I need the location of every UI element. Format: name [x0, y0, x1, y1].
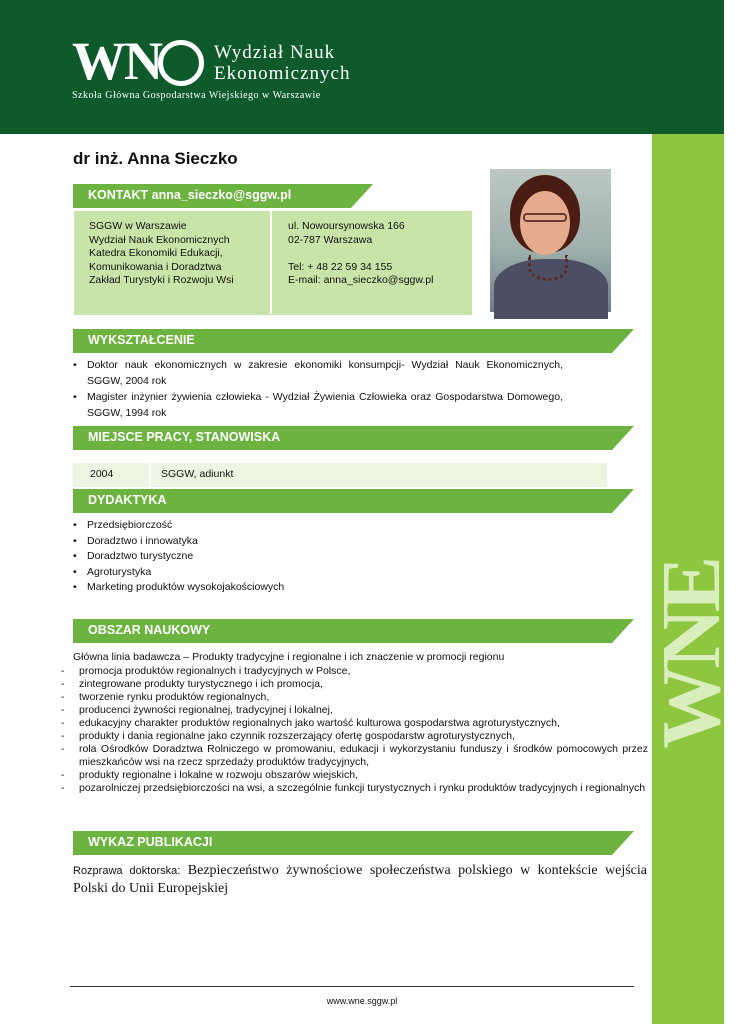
faculty-title-line1: Wydział Nauk	[214, 42, 336, 63]
faculty-title-line2: Ekonomicznych	[214, 63, 351, 84]
contact-line: 02-787 Warszawa	[288, 233, 373, 246]
wne-logo: WN	[72, 31, 161, 91]
photo-glasses	[523, 213, 567, 222]
cell-divider	[149, 463, 151, 487]
contact-line: Komunikowania i Doradztwa	[89, 260, 222, 273]
list-item: - produkty i dania regionalne jako czynnik rozszerzający ofertę gospodarstw agroturystycznych,	[58, 730, 648, 743]
list-item: • Doradztwo turystyczne	[73, 549, 284, 565]
contact-address-left	[89, 220, 234, 288]
work-heading: MIEJSCE PRACY, STANOWISKA	[88, 430, 281, 444]
list-item: • Magister inżynier żywienia człowieka - Wydział Żywienia Człowieka oraz Gospodarstwa Domowego, SGGW, 1994 rok	[73, 390, 563, 421]
list-item: • Marketing produktów wysokojakościowych	[73, 580, 284, 596]
list-item: - pozarolniczej przedsiębiorczości na wsi, a szczególnie funkcji turystycznych i rynku produktów tradycyjnych i regionalnych	[58, 782, 648, 795]
contact-address-right	[288, 220, 433, 288]
list-item: • Doradztwo i innowatyka	[73, 534, 284, 550]
footer-divider	[70, 986, 634, 987]
teaching-list	[73, 518, 284, 596]
work-year: 2004	[90, 468, 114, 480]
contact-line	[288, 247, 433, 261]
teaching-heading: DYDAKTYKA	[88, 493, 167, 507]
list-item: • Przedsiębiorczość	[73, 518, 284, 534]
table-row	[73, 463, 607, 487]
contact-heading: KONTAKT anna_sieczko@sggw.pl	[88, 188, 292, 202]
logo-emblem-icon	[158, 40, 204, 86]
contact-line: SGGW w Warszawie	[89, 220, 187, 232]
list-item: - producenci żywności regionalnej, tradycyjnej i lokalnej,	[58, 704, 648, 717]
person-name: dr inż. Anna Sieczko	[73, 149, 238, 168]
publication-label: Rozprawa doktorska:	[73, 865, 181, 877]
list-item: • Agroturystyka	[73, 565, 284, 581]
research-intro: Główna linia badawcza – Produkty tradycyjne i regionalne i ich znaczenie w promocji regionu	[73, 651, 505, 663]
photo-necklace	[528, 255, 568, 281]
list-item: - rola Ośrodków Doradztwa Rolniczego w promowaniu, edukacji i wykorzystaniu funduszy i środków pomocowych przez mieszkańców wsi na rzecz sprzedaży produktów tradycyjnych,	[58, 743, 648, 769]
publication-entry	[73, 862, 647, 898]
research-list	[58, 665, 648, 795]
publications-heading: WYKAZ PUBLIKACJI	[88, 835, 213, 849]
list-item: • Doktor nauk ekonomicznych w zakresie ekonomiki konsumpcji- Wydział Nauk Ekonomicznych, SGGW, 2004 rok	[73, 358, 563, 389]
list-item: - edukacyjny charakter produktów regionalnych jako wartość kulturowa gospodarstwa agroturystycznych,	[58, 717, 648, 730]
list-item: - promocja produktów regionalnych i tradycyjnych w Polsce,	[58, 665, 648, 678]
footer-website-link[interactable]: www.wne.sggw.pl	[326, 996, 398, 1006]
photo-face	[520, 191, 570, 255]
publication-title: Bezpieczeństwo żywnościowe społeczeństwa polskiego w kontekście wejścia Polski do Unii Europejskiej	[73, 863, 647, 896]
watermark-text: WNE	[645, 560, 738, 749]
profile-photo	[490, 169, 611, 312]
contact-line: Katedra Ekonomiki Edukacji,	[89, 247, 223, 259]
list-item: - zintegrowane produkty turystycznego i ich promocja,	[58, 678, 648, 691]
contact-line: ul. Nowoursynowska 166	[288, 220, 405, 232]
list-item: - tworzenie rynku produktów regionalnych,	[58, 691, 648, 704]
contact-divider	[270, 210, 272, 314]
list-item: - produkty regionalne i lokalne w rozwoju obszarów wiejskich,	[58, 769, 648, 782]
contact-phone: Tel: + 48 22 59 34 155	[288, 260, 393, 273]
education-heading: WYKSZTAŁCENIE	[88, 333, 195, 347]
work-position: SGGW, adiunkt	[161, 468, 234, 480]
research-heading: OBSZAR NAUKOWY	[88, 623, 211, 637]
sidebar-watermark-logo	[645, 560, 738, 900]
university-subtitle: Szkoła Główna Gospodarstwa Wiejskiego w Warszawie	[72, 90, 321, 101]
header-band	[0, 0, 724, 134]
contact-email: E-mail: anna_sieczko@sggw.pl	[288, 274, 434, 286]
contact-line: Wydział Nauk Ekonomicznych	[89, 233, 230, 246]
education-list	[73, 358, 563, 422]
contact-line: Zakład Turystyki i Rozwoju Wsi	[89, 274, 234, 286]
